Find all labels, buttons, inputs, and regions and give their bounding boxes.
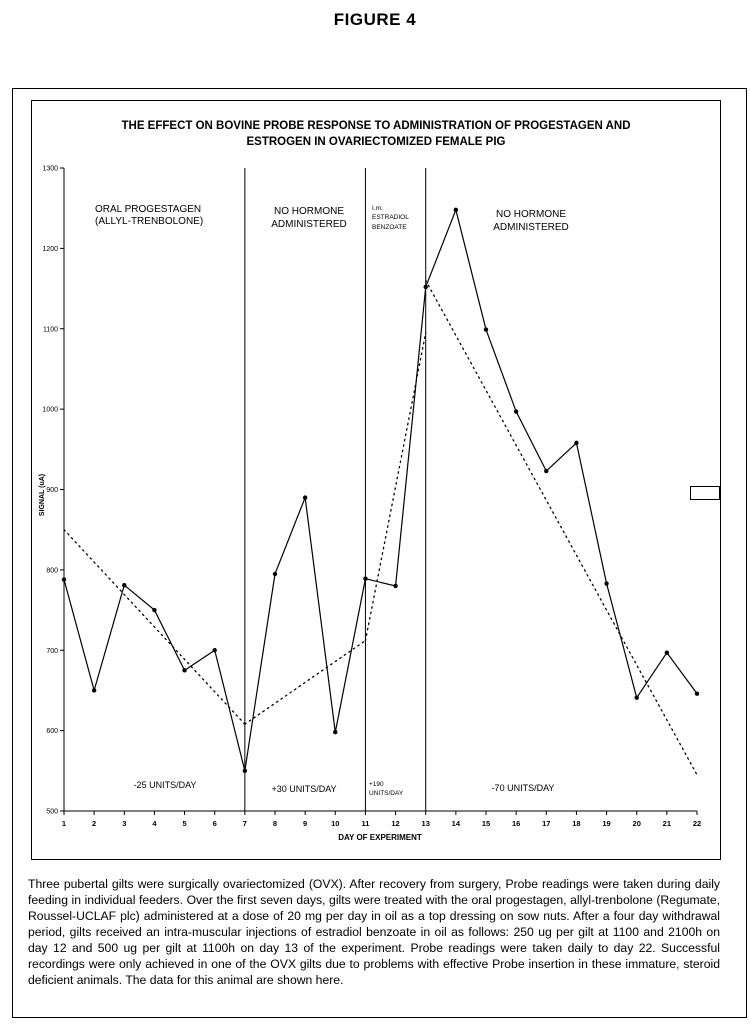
y-tick-label: 900 xyxy=(46,487,58,494)
x-tick-label: 3 xyxy=(122,819,127,828)
x-tick-label: 7 xyxy=(242,819,247,828)
phase-rate-label: +190 xyxy=(369,781,384,788)
x-tick-label: 4 xyxy=(152,819,157,828)
y-tick-label: 500 xyxy=(46,808,58,816)
phase-rate-label: -70 UNITS/DAY xyxy=(491,783,555,793)
x-tick-label: 22 xyxy=(692,819,702,828)
figure-caption: Three pubertal gilts were surgically ovariectomized (OVX). After recovery from surgery, Probe readings were taken during daily feeding in individual feeders. Over the first seven days, gilts were treated with the oral progestagen, allyl-trenbolone (Regumate, Roussel-UCLAF plc) administered at a dose of 20 mg per day in oil as a top dressing on sow nuts. After a four day withdrawal period, gilts received an intra-muscular injections of estradiol benzoate in oil as follows: 250 ug per gilt at 1100 and 2100h on day 12 and 500 ug per gilt at 1100h on day 13 of the experiment. Probe readings were taken daily to day 22. Successful recordings were only achieved in one of the OVX gilts due to problems with effective Probe insertion in these immature, steroid deficient animals. The data for this animal are shown here. xyxy=(28,877,720,987)
y-axis-label: SIGNAL (uA) xyxy=(39,473,46,517)
data-point xyxy=(604,581,608,585)
data-point xyxy=(243,769,247,773)
x-axis-label: DAY OF EXPERIMENT xyxy=(338,833,422,842)
data-point xyxy=(303,495,307,499)
x-tick-label: 21 xyxy=(662,819,672,828)
data-point xyxy=(574,441,578,445)
y-tick-label: 600 xyxy=(46,728,58,736)
x-tick-label: 1 xyxy=(61,819,67,828)
data-point xyxy=(273,572,277,576)
trend-lines xyxy=(64,281,697,775)
phase-label-line: ORAL PROGESTAGEN xyxy=(95,204,202,215)
x-tick-label: 15 xyxy=(481,819,491,828)
x-tick-label: 10 xyxy=(331,819,340,828)
x-tick-label: 17 xyxy=(542,819,551,828)
series-line xyxy=(64,210,697,771)
phase-label-line: NO HORMONE xyxy=(496,209,566,220)
data-point xyxy=(514,409,518,413)
y-tick-label: 1000 xyxy=(42,406,58,414)
phase-label-line: (ALLYL-TRENBOLONE) xyxy=(95,216,204,227)
phase-label-line: ADMINISTERED xyxy=(493,222,569,233)
data-point xyxy=(92,688,96,692)
data-point xyxy=(635,695,639,699)
x-tick-label: 18 xyxy=(572,819,581,828)
phase-rate-label: -25 UNITS/DAY xyxy=(133,780,197,790)
phase-label-line: ESTRADIOL xyxy=(372,214,409,221)
axis-ticks xyxy=(42,166,701,829)
y-tick-label: 700 xyxy=(46,647,58,655)
data-point xyxy=(122,583,126,587)
data-point xyxy=(484,327,488,331)
trend-line xyxy=(426,281,697,775)
data-point xyxy=(665,650,669,654)
data-point xyxy=(182,668,186,672)
x-tick-label: 8 xyxy=(272,819,278,828)
x-tick-label: 5 xyxy=(182,819,187,828)
phase-label-line: I.m. xyxy=(372,205,383,212)
trend-line xyxy=(64,530,245,725)
data-series xyxy=(62,208,699,773)
data-point xyxy=(424,285,428,289)
data-point xyxy=(363,577,367,581)
x-tick-label: 9 xyxy=(303,819,308,828)
data-point xyxy=(213,648,217,652)
x-tick-label: 13 xyxy=(421,819,430,828)
legend-box xyxy=(690,486,720,500)
data-point xyxy=(152,608,156,612)
chart-title-line-2: ESTROGEN IN OVARIECTOMIZED FEMALE PIG xyxy=(246,136,506,148)
phase-dividers xyxy=(245,168,426,811)
y-tick-label: 800 xyxy=(46,567,58,575)
data-point xyxy=(544,469,548,473)
data-point xyxy=(695,691,699,695)
x-tick-label: 6 xyxy=(212,819,217,828)
phase-rate-label: UNITS/DAY xyxy=(369,790,404,797)
chart-title-line-1: THE EFFECT ON BOVINE PROBE RESPONSE TO ADMINISTRATION OF PROGESTAGEN AND xyxy=(121,120,631,132)
phase-label-line: BENZOATE xyxy=(372,224,407,231)
x-tick-label: 20 xyxy=(632,819,641,828)
x-tick-label: 19 xyxy=(602,819,611,828)
x-tick-label: 16 xyxy=(511,819,521,828)
x-tick-label: 2 xyxy=(92,819,97,828)
x-tick-label: 12 xyxy=(391,819,400,828)
x-tick-label: 14 xyxy=(451,819,461,828)
phase-rate-label: +30 UNITS/DAY xyxy=(271,784,337,794)
data-point xyxy=(454,208,458,212)
x-tick-label: 11 xyxy=(361,819,370,828)
data-point xyxy=(62,577,66,581)
phase-label-line: ADMINISTERED xyxy=(271,219,347,230)
y-tick-label: 1200 xyxy=(42,245,58,253)
figure-label: FIGURE 4 xyxy=(333,10,417,29)
data-point xyxy=(393,584,397,588)
y-tick-label: 1100 xyxy=(42,326,58,334)
y-tick-label: 1300 xyxy=(42,165,58,173)
phase-label-line: NO HORMONE xyxy=(274,206,344,217)
data-point xyxy=(333,730,337,734)
